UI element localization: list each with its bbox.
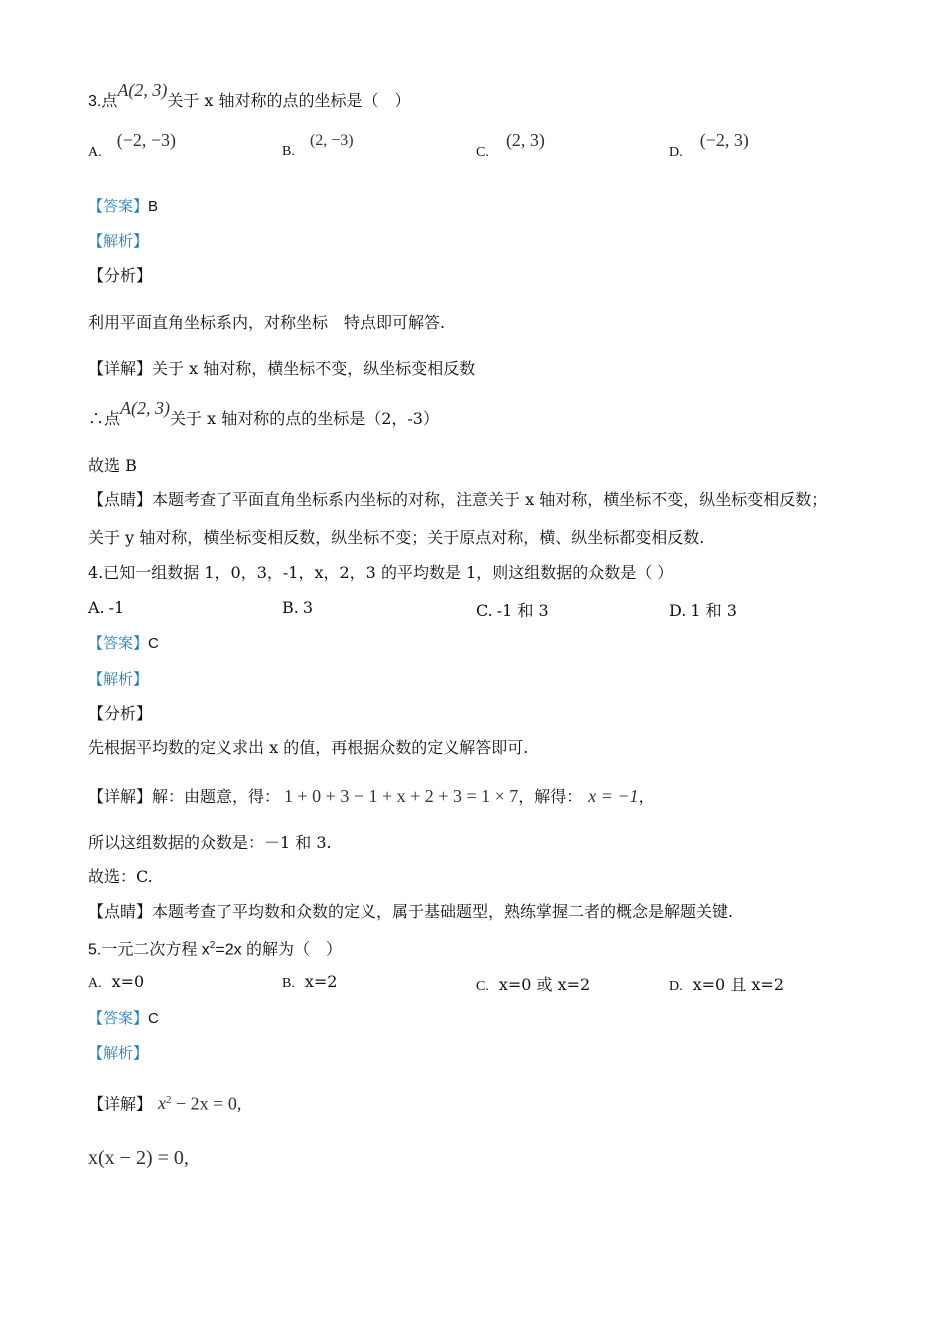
option-value: -1 和 3: [496, 601, 549, 620]
answer-tag: 【答案】: [88, 1009, 149, 1027]
q4-option-b: [282, 598, 313, 617]
answer-tag: 【答案】: [88, 634, 149, 652]
answer-value: C: [148, 1010, 159, 1027]
q3-suffix: 关于 x 轴对称的点的坐标是（ ）: [167, 91, 411, 110]
q4-stem: 4.已知一组数据 1，0，3，-1，x，2，3 的平均数是 1，则这组数据的众数是（ ）: [88, 563, 674, 582]
q3-option-d: [669, 130, 749, 161]
equation: 1 + 0 + 3 − 1 + x + 2 + 3 = 1 × 7: [284, 786, 519, 806]
fenxi-tag: 【分析】: [88, 266, 153, 285]
q3-analysis: [88, 231, 148, 251]
analysis-tag: 【解析】: [88, 1044, 149, 1062]
q5-stem-prefix: 5.一元二次方程 x: [88, 941, 210, 959]
eq1-rest: − 2x = 0,: [171, 1093, 242, 1114]
detail-tag: 【详解】: [88, 359, 153, 378]
q4-fenxi-tag: [88, 704, 152, 724]
q5-option-c: [476, 972, 590, 995]
option-letter: A.: [88, 976, 102, 991]
option-value: x=0 或 x=2: [498, 975, 591, 994]
option-value: x=0: [111, 972, 145, 991]
option-letter: C.: [476, 145, 489, 160]
q3-detail: [88, 359, 475, 379]
q4-comment: [88, 902, 733, 922]
option-value: x=2: [304, 972, 338, 991]
q4-mode-text: 所以这组数据的众数是：－1 和 3.: [88, 833, 332, 852]
option-letter: C.: [476, 979, 489, 994]
eq1-sup: 2: [166, 1094, 172, 1106]
option-letter: B.: [282, 598, 299, 617]
q4-detail: [88, 786, 655, 807]
detail-text: 关于 x 轴对称，横坐标不变，纵坐标变相反数: [152, 359, 476, 378]
q3-fenxi-tag: [88, 266, 152, 286]
option-letter: C.: [476, 601, 493, 620]
comment-tag: 【点睛】: [88, 490, 153, 509]
q5-stem-sup: 2: [209, 940, 216, 951]
comment-text: 本题考查了平面直角坐标系内坐标的对称，注意关于 x 轴对称，横坐标不变，纵坐标变相反数；: [152, 490, 828, 509]
option-value: (2, −3): [309, 132, 354, 149]
q4-choose: 故选：C.: [88, 867, 153, 886]
q3-comment-2: 关于 y 轴对称，横坐标变相反数，纵坐标不变；关于原点对称，横、纵坐标都变相反数.: [88, 528, 705, 547]
option-value: (−2, 3): [699, 130, 749, 150]
solution: x = −1: [588, 786, 639, 806]
q3-therefore: [88, 398, 439, 429]
option-value: (2, 3): [505, 130, 545, 150]
therefore-prefix: ∴点: [88, 409, 121, 428]
option-value: 1 和 3: [690, 601, 737, 620]
detail-tag: 【详解】: [88, 1094, 153, 1114]
q5-detail: [88, 1090, 241, 1114]
option-letter: A.: [88, 145, 102, 160]
answer-tag: 【答案】: [88, 197, 149, 215]
detail-end: ，: [638, 787, 655, 806]
q3-prefix: 点: [101, 93, 118, 110]
eq1-base: x: [158, 1093, 167, 1114]
q3-option-c: [476, 130, 545, 161]
q5-option-b: [282, 972, 337, 992]
therefore-suffix: 关于 x 轴对称的点的坐标是（2，-3）: [170, 409, 439, 428]
q3-choose: 故选 B: [88, 456, 137, 475]
q4-fenxi-text: 先根据平均数的定义求出 x 的值，再根据众数的定义解答即可.: [88, 738, 529, 757]
analysis-tag: 【解析】: [88, 670, 149, 688]
detail-prefix: 解：由题意，得：: [152, 787, 281, 806]
option-value: -1: [108, 598, 125, 617]
answer-value: C: [148, 635, 159, 652]
comment-tag: 【点睛】: [88, 902, 153, 921]
option-value: x=0 且 x=2: [692, 975, 785, 994]
detail-tag: 【详解】: [88, 787, 153, 806]
q5-option-d: [669, 972, 784, 995]
option-letter: D.: [669, 601, 687, 620]
q5-stem: [88, 936, 342, 960]
q4-option-a: [88, 598, 124, 617]
option-letter: D.: [669, 979, 683, 994]
q5-option-a: [88, 972, 144, 992]
q4-answer: [88, 633, 159, 654]
option-letter: A.: [88, 598, 105, 617]
detail-mid: ，解得：: [518, 787, 583, 806]
option-letter: B.: [282, 144, 295, 159]
q5-answer: [88, 1008, 159, 1029]
fenxi-tag: 【分析】: [88, 704, 153, 723]
analysis-tag: 【解析】: [88, 232, 149, 250]
option-value: (−2, −3): [116, 130, 177, 150]
comment-text: 本题考查了平均数和众数的定义，属于基础题型，熟练掌握二者的概念是解题关键.: [152, 902, 734, 921]
q3-fenxi-text: 利用平面直角坐标系内，对称坐标 特点即可解答.: [88, 313, 446, 332]
q3-number: 3.: [88, 93, 102, 110]
q5-analysis: [88, 1043, 148, 1063]
option-letter: D.: [669, 145, 683, 160]
q3-option-a: [88, 130, 177, 161]
answer-value: B: [148, 198, 159, 215]
q3-stem: [88, 80, 411, 112]
q3-point: A(2, 3): [117, 80, 168, 100]
q4-option-c: [476, 598, 549, 621]
q5-eq2: [88, 1148, 189, 1169]
eq2: x(x − 2) = 0,: [88, 1147, 189, 1169]
option-letter: B.: [282, 976, 295, 991]
therefore-point: A(2, 3): [120, 398, 170, 418]
option-value: 3: [302, 598, 314, 617]
q5-stem-suffix: =2x 的解为（ ）: [215, 941, 343, 959]
q4-option-d: [669, 598, 737, 621]
q3-comment-1: [88, 490, 827, 510]
q3-answer: [88, 196, 158, 217]
q4-analysis: [88, 669, 148, 689]
q3-option-b: [282, 132, 354, 160]
